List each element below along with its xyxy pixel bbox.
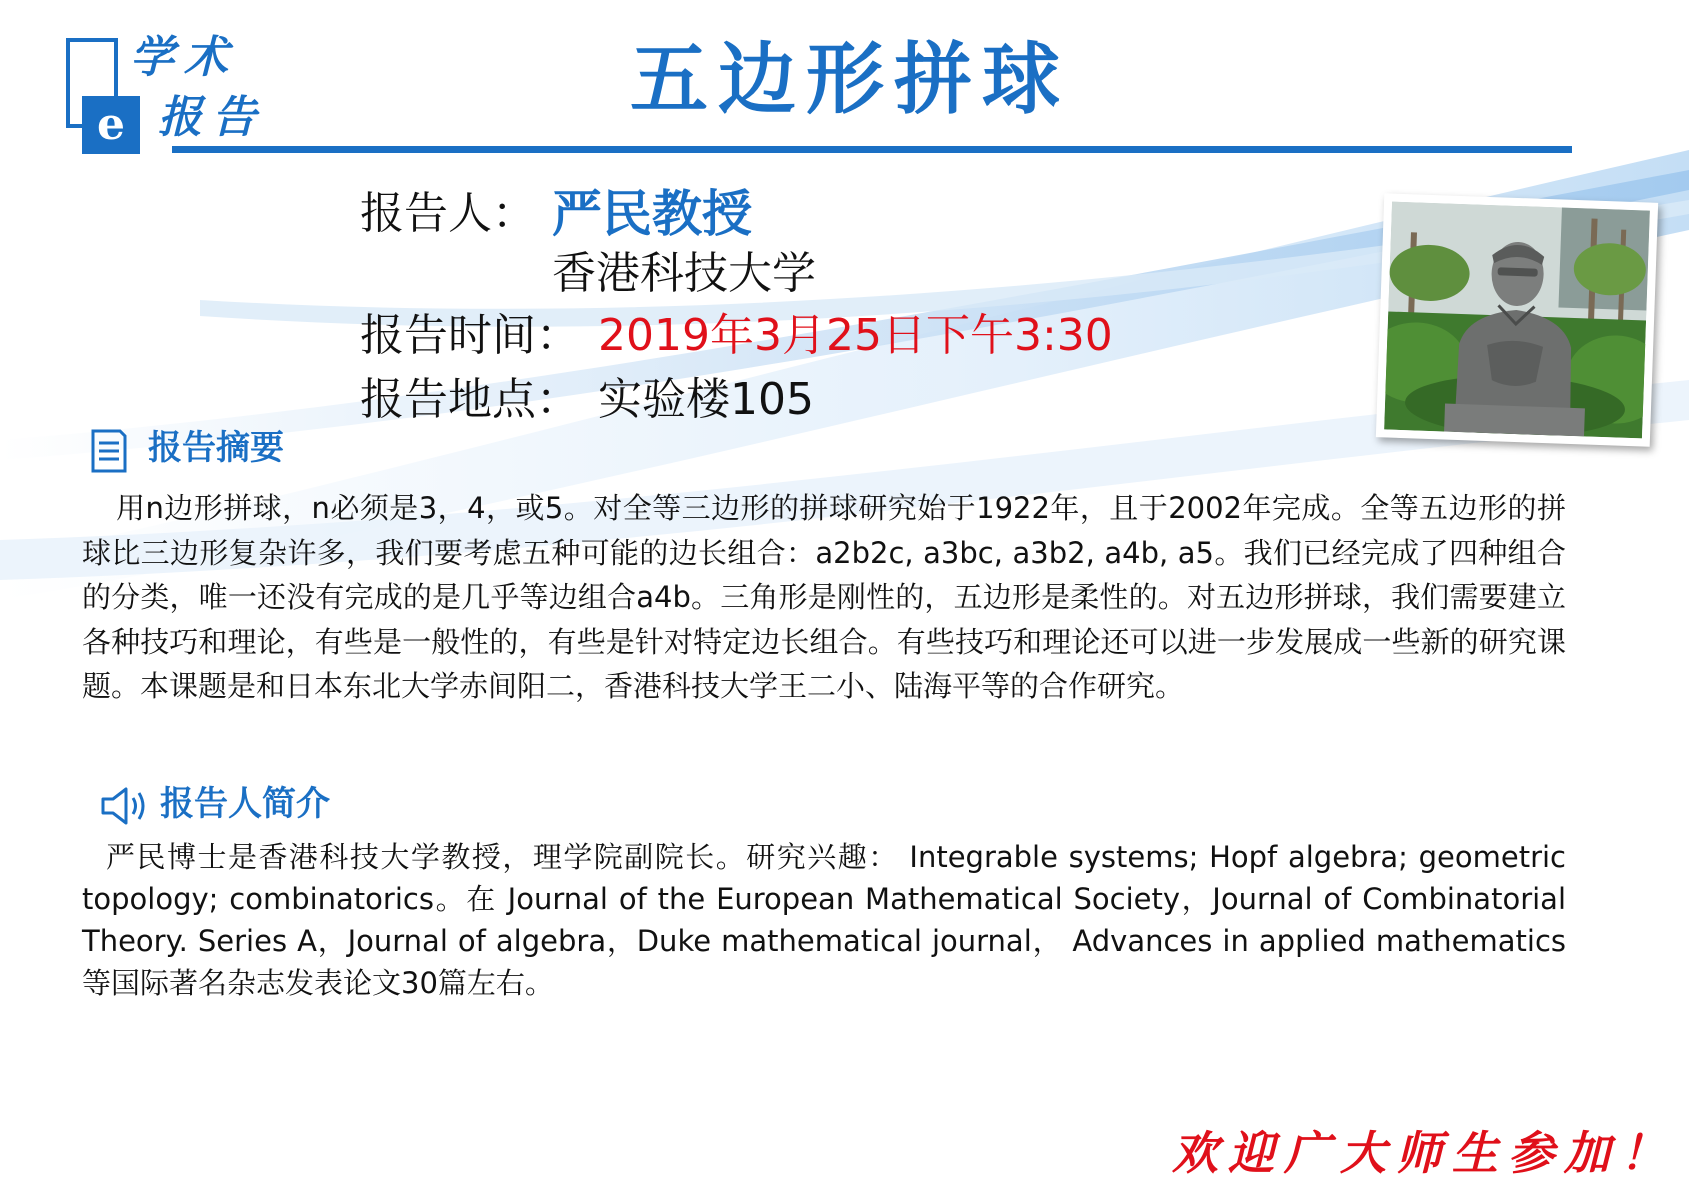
title-divider [172, 146, 1572, 153]
document-icon [90, 428, 128, 474]
welcome-text: 欢迎广大师生参加！ [1172, 1126, 1676, 1180]
logo-e-icon: e [82, 96, 140, 154]
time-value: 2019年3月25日下午3:30 [598, 310, 1113, 361]
place-value: 实验楼105 [598, 374, 814, 425]
speaker-icon [100, 786, 150, 826]
speaker-photo [1376, 193, 1658, 446]
bio-text: 严民博士是香港科技大学教授，理学院副院长。研究兴趣： Integrable systems; Hopf algebra; geometric topology; combinatorics。在 Journal of the European Mathematical Society，Journal of Combinatorial Theory. Series A，Journal of algebra，Duke mathematical journal， Advances in applied mathematics等国际著名杂志发表论文30篇左右。 [82, 840, 1566, 1000]
speaker-name: 严民教授 [552, 184, 752, 243]
place-label: 报告地点： [360, 374, 580, 425]
logo-text-report: 报告 [158, 92, 266, 143]
abstract-text: 用n边形拼球，n必须是3，4，或5。对全等三边形的拼球研究始于1922年，且于2002年完成。全等五边形的拼球比三边形复杂许多，我们要考虑五种可能的边长组合：a2b2c, a3bc, a3b2, a4b, a5。我们已经完成了四种组合的分类，唯一还没有完成的是几乎等边组合a4b。三角形是刚性的，五边形是柔性的。对五边形拼球，我们需要建立各种技巧和理论，有些是一般性的，有些是针对特定边长组合。有些技巧和理论还可以进一步发展成一些新的研究课题。本课题是和日本东北大学赤间阳二，香港科技大学王二小、陆海平等的合作研究。 [82, 491, 1566, 703]
speaker-affiliation: 香港科技大学 [552, 248, 816, 299]
speaker-label: 报告人： [360, 188, 536, 239]
statue-photo-image [1384, 202, 1650, 439]
time-label: 报告时间： [360, 310, 580, 361]
page-title: 五边形拼球 [629, 35, 1070, 125]
bio-heading: 报告人简介 [160, 784, 330, 824]
abstract-heading: 报告摘要 [148, 428, 284, 468]
logo-text-academic: 学术 [130, 32, 238, 83]
